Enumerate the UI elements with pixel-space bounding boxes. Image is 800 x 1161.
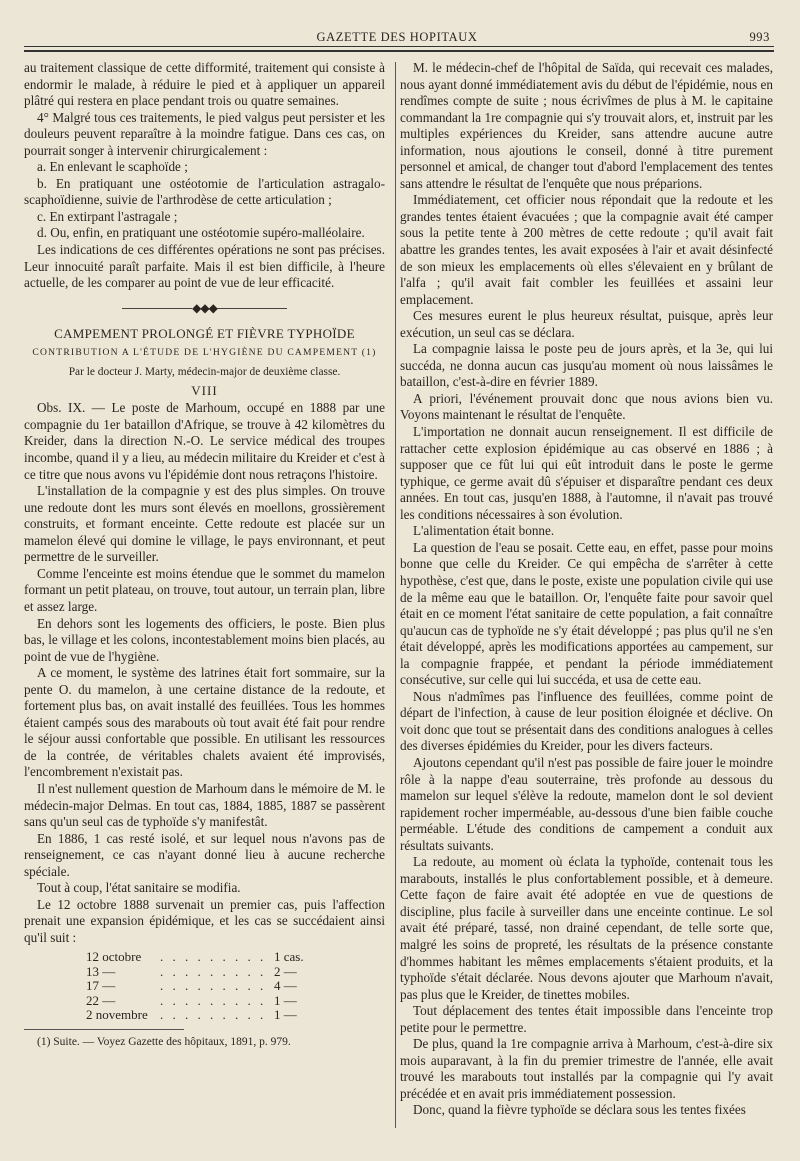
leader-dots: . . . . . . . . . xyxy=(160,992,267,1008)
leader-dots: . . . . . . . . . xyxy=(160,963,267,979)
leader-dots: . . . . . . . . . xyxy=(160,978,267,994)
case-count: 1 — xyxy=(274,992,297,1008)
paragraph: L'installation de la compagnie y est des plus simples. On trouve une redoute dont les murs sont élevés en moellons, grossièrement construits, et formant enceinte. Cette redoute est placée sur un mamelon élevé qui domine le village, le pays environnant, et peut permettre de le surveiller. xyxy=(24,483,385,565)
right-column xyxy=(400,60,773,1119)
paragraph: Nous n'admîmes pas l'influence des feuillées, comme point de départ de l'infection, à cause de leur position éloignée et déclive. On voit donc que tout se présentait dans des conditions analogues à celles des diverses épidémies du Kreider, pour les divers facteurs. xyxy=(400,688,773,754)
paragraph: Donc, quand la fièvre typhoïde se déclara sous les tentes fixées xyxy=(413,1102,746,1118)
paragraph: Les indications de ces différentes opérations ne sont pas précises. Leur innocuité paraît parfaite. Mais il est bien difficile, à l'heure actuelle, de les comparer au point de vue de leur efficacité. xyxy=(24,242,385,291)
paragraph: La question de l'eau se posait. Cette eau, en effet, passe pour moins bonne que celle du Kreider. Ce qui empêcha de s'arrêter à cette hypothèse, c'est que, dans le poste, existe une population civile qui use de la même eau que le bataillon. Or, l'enquête faite pour savoir quel était en ce moment l'état sanitaire de cette population, a fait connaître qu'aucun cas de typhoïde ne s'y était développé ; pas plus qu'il ne s'en était développé, après les modifications apportées au campement, sur la compagnie frappée, et pendant la période immédiatement consécutive, sur celle qui lui succéda, et usa de cette eau. xyxy=(400,539,774,688)
left-column xyxy=(24,60,385,1050)
case-count: 2 — xyxy=(274,963,297,979)
paragraph: Il n'est nullement question de Marhoum dans le mémoire de M. le médecin-major Delmas. En tout cas, 1884, 1885, 1887 se passèrent sans qu'un seul cas de typhoïde s'y manifestât. xyxy=(24,780,385,830)
paragraph: Ajoutons cependant qu'il n'est pas possible de faire jouer le moindre rôle à la nappe d'eau souterraine, très profonde au dessous du mamelon sur lequel s'élève la redoute, mamelon dont le sol devient rapidement rocher imperméable, au-dessous d'une bien faible couche perméable. L'étude des conditions de campement a conduit aux résultats suivants. xyxy=(400,754,773,853)
case-count: 1 — xyxy=(274,1007,297,1023)
paragraph: Obs. IX. — Le poste de Marhoum, occupé en 1888 par une compagnie du 1er bataillon d'Afrique, se trouve à 42 kilomètres du Kreider, dans la direction N.-O. Le service médical des troupes incombe, quand il y a lieu, au médecin militaire du Kreider et c'est à ce titre que nous avons vu l'épidémie dont nous retraçons l'histoire. xyxy=(24,400,385,482)
table-row xyxy=(84,979,306,994)
section-ornament: ◆◆◆ xyxy=(24,300,385,317)
section-subtitle: CONTRIBUTION A L'ÉTUDE DE L'HYGIÈNE DU CAMPEMENT (1) xyxy=(32,346,377,358)
cases-table xyxy=(84,950,306,1023)
section-number: VIII xyxy=(191,382,218,398)
case-date: 22 — xyxy=(86,992,116,1008)
paragraph: Le 12 octobre 1888 survenait un premier cas, puis l'affection prenait une expansion épidémique, et les cas se succédaient ainsi qu'il suit : xyxy=(24,896,385,945)
paragraph: Comme l'enceinte est moins étendue que le sommet du mamelon formant un petit plateau, on trouve, tout autour, un terrain plan, libre et assez large. xyxy=(24,565,385,614)
page-number: 993 xyxy=(749,30,770,44)
footnote: (1) Suite. — Voyez Gazette des hôpitaux, 1891, p. 979. xyxy=(37,1035,291,1048)
paragraph: A ce moment, le système des latrines était fort sommaire, sur la pente O. du mamelon, à une certaine distance de la redoute, et fortement plus bas, on avait installé des feuillées. Tous les hommes étaient campés sous des marabouts où tout avait été fait pour rendre le séjour aussi confortable que possible. En utilisant les ressources de la contrée, de véritables chalets avaient été improvisés, l'encombrement n'existait pas. xyxy=(24,665,385,780)
footnote-rule xyxy=(24,1029,184,1030)
table-row xyxy=(84,1008,306,1023)
paragraph: Ces mesures eurent le plus heureux résultat, puisque, après leur exécution, un seul cas se déclara. xyxy=(400,308,773,340)
list-item: b. En pratiquant une ostéotomie de l'articulation astragalo-scaphoïdienne, suivie de l'arthrodèse de cette articulation ; xyxy=(24,175,385,208)
paragraph: A priori, l'événement prouvait donc que nous avions bien vu. Voyons maintenant le résultat de l'enquête. xyxy=(400,390,773,423)
paragraph: Immédiatement, cet officier nous répondait que la redoute et les grandes tentes étaient évacuées ; que la compagnie avait été camper sous la petite tente à 200 mètres de cette redoute ; qu'il avait fait abattre les grandes tentes, les avait exposées à l'air et avait désinfecté de son mieux les emplacements où elles s'élevaient en y brûlant de l'alfa ; qu'il avait fait combler les feuillées et assaini leur emplacement. xyxy=(400,192,773,307)
list-item: c. En extirpant l'astragale ; xyxy=(37,208,178,224)
header-rule-thin xyxy=(24,46,774,47)
section-author: Par le docteur J. Marty, médecin-major de deuxième classe. xyxy=(68,366,341,379)
leader-dots: . . . . . . . . . xyxy=(160,949,267,965)
paragraph: au traitement classique de cette difformité, traitement qui consiste à endormir le malade, à réduire le pied et à appliquer un appareil plâtré qui restera en place pendant trois ou quatre semaines. xyxy=(24,60,385,109)
journal-title: GAZETTE DES HOPITAUX xyxy=(316,30,478,44)
table-row xyxy=(84,994,306,1009)
paragraph: La redoute, au moment où éclata la typhoïde, contenait tous les marabouts, installés le plus confortablement possible, et à demeure. Cette façon de faire avait été adoptée en vue de questions de discipline, plus facile à surveiller dans une enceinte continue. Le sol avait été préparé, tassé, non drainé cependant, de telle sorte que, malgré les soins de propreté, les résultats de la présence constante d'hommes habitant les mêmes emplacements s'étaient produits, et la typhoïde s'était déclarée. Nous devons ajouter que Marhoum n'avait, pas plus que le Kreider, de tinettes mobiles. xyxy=(400,854,773,1002)
case-date: 13 — xyxy=(86,963,116,979)
leader-dots: . . . . . . . . . xyxy=(160,1007,267,1023)
paragraph: De plus, quand la 1re compagnie arriva à Marhoum, c'est-à-dire six mois auparavant, à la fin du premier trimestre de l'année, elle avait trouvé les marabouts tout installés par la compagnie qui l'y avait précédée et en avait pris immédiatement possession. xyxy=(400,1036,773,1101)
header-rule-thick xyxy=(24,50,774,52)
list-item: d. Ou, enfin, en pratiquant une ostéotomie supéro-malléolaire. xyxy=(37,225,365,241)
paragraph: En 1886, 1 cas resté isolé, et sur lequel nous n'avons pas de renseignement, ce cas n'ayant donné lieu à aucune recherche spéciale. xyxy=(24,830,385,879)
paragraph: L'alimentation était bonne. xyxy=(413,523,555,539)
section-title: CAMPEMENT PROLONGÉ ET FIÈVRE TYPHOÏDE xyxy=(54,326,355,342)
paragraph: 4° Malgré tous ces traitements, le pied valgus peut persister et les douleurs peuvent reparaître à la moindre fatigue. Dans ces cas, on pourrait songer à intervenir chirurgicalement : xyxy=(24,109,385,158)
paragraph: Tout déplacement des tentes était impossible dans l'enceinte trop petite pour le permettre. xyxy=(400,1003,773,1035)
case-date: 17 — xyxy=(86,978,116,994)
table-row xyxy=(84,950,306,965)
paragraph: L'importation ne donnait aucun renseignement. Il est difficile de rattacher cette explosion épidémique au cas observé en 1886 ; à supposer que ce fût lui qui eût introduit dans le poste le germe typhique, ce germe avait dû s'épuiser et disparaître pendant ces deux années. En tout cas, jusqu'en 1888, à l'automne, il n'avait pas trouvé les conditions nécessaires à son évolution. xyxy=(400,424,773,522)
table-row xyxy=(84,965,306,980)
case-count: 4 — xyxy=(274,978,297,994)
case-count: 1 cas. xyxy=(274,949,304,965)
column-divider xyxy=(395,62,396,1128)
paragraph: La compagnie laissa le poste peu de jours après, et la 3e, qui lui succéda, ne donna aucun cas jusqu'au moment où nous laissâmes le bataillon, c'est-à-dire en février 1889. xyxy=(400,341,773,390)
case-date: 2 novembre xyxy=(86,1007,148,1023)
paragraph: En dehors sont les logements des officiers, le poste. Bien plus bas, le village et les colons, incontestablement moins bien placés, au point de vue de l'hygiène. xyxy=(24,615,385,664)
list-item: a. En enlevant le scaphoïde ; xyxy=(37,159,188,175)
case-date: 12 octobre xyxy=(86,949,142,965)
paragraph: Tout à coup, l'état sanitaire se modifia. xyxy=(37,880,241,896)
paragraph: M. le médecin-chef de l'hôpital de Saïda, qui recevait ces malades, nous ayant donné immédiatement avis du début de l'épidémie, nous en rendîmes compte de suite ; nous écrivîmes de plus à M. le capitaine commandant la 1re compagnie qui s'y trouvait alors, et, instruit par les multiples expériences du Kreider, sans attendre aucune autre information, nous ajoutions le conseil, donné à titre purement personnel et amical, de changer tout d'abord l'emplacement des tentes sans attendre le résultat de l'enquête que nous préparions. xyxy=(400,60,773,191)
